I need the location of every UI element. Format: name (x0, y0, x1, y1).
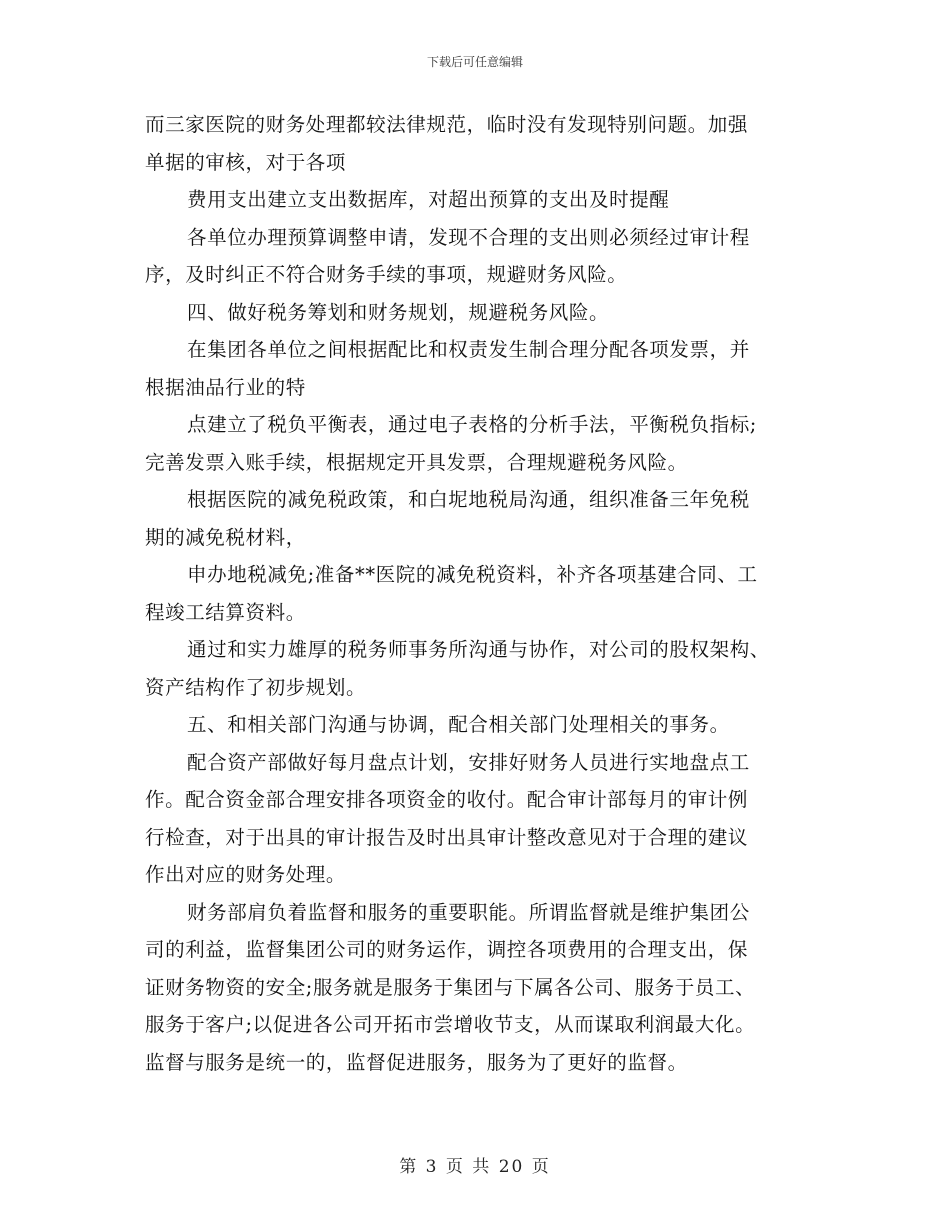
page-footer: 第 3 页 共 20 页 (399, 1157, 551, 1177)
text-line: 申办地税减免;准备**医院的减免税资料，补齐各项基建合同、工 (187, 563, 758, 586)
text-line: 司的利益，监督集团公司的财务运作，调控各项费用的合理支出，保 (145, 938, 749, 961)
text-line: 监督与服务是统一的，监督促进服务，服务为了更好的监督。 (145, 1050, 688, 1074)
text-line: 作。配合资金部合理安排各项资金的收付。配合审计部每月的审计例 (145, 788, 749, 811)
text-line: 财务部肩负着监督和服务的重要职能。所谓监督就是维护集团公 (187, 900, 750, 924)
text-line: 单据的审核，对于各项 (145, 150, 347, 174)
text-line: 根据油品行业的特 (145, 375, 306, 399)
text-line: 配合资产部做好每月盘点计划，安排好财务人员进行实地盘点工 (187, 750, 750, 774)
text-line: 通过和实力雄厚的税务师事务所沟通与协作，对公司的股权架构、 (187, 638, 770, 661)
text-line: 完善发票入账手续，根据规定开具发票，合理规避税务风险。 (145, 450, 688, 474)
text-line: 各单位办理预算调整申请，发现不合理的支出则必须经过审计程 (187, 225, 750, 249)
text-line: 序，及时纠正不符合财务手续的事项，规避财务风险。 (145, 263, 628, 286)
text-line: 服务于客户;以促进各公司开拓市尝增收节支，从而谋取利润最大化。 (145, 1013, 756, 1036)
text-line: 程竣工结算资料。 (145, 600, 306, 624)
body-text (145, 106, 815, 1081)
section-heading: 五、和相关部门沟通与协调，配合相关部门处理相关的事务。 (187, 713, 730, 736)
text-line: 点建立了税负平衡表，通过电子表格的分析手法，平衡税负指标; (187, 413, 757, 436)
text-line: 证财务物资的安全;服务就是服务于集团与下属各公司、服务于员工、 (145, 975, 756, 999)
text-line: 作出对应的财务处理。 (145, 863, 347, 886)
text-line: 在集团各单位之间根据配比和权责发生制合理分配各项发票，并 (187, 338, 750, 361)
section-heading: 四、做好税务筹划和财务规划，规避税务风险。 (187, 300, 610, 324)
text-line: 根据医院的减免税政策，和白坭地税局沟通，组织准备三年免税 (187, 488, 750, 511)
page-header: 下载后可任意编辑 (426, 55, 523, 69)
text-line: 费用支出建立支出数据库，对超出预算的支出及时提醒 (187, 188, 670, 211)
text-line: 行检查，对于出具的审计报告及时出具审计整改意见对于合理的建议 (145, 825, 749, 849)
text-line: 期的减免税材料， (145, 525, 306, 549)
text-line: 而三家医院的财务处理都较法律规范，临时没有发现特别问题。加强 (145, 113, 749, 136)
text-line: 资产结构作了初步规划。 (145, 675, 367, 699)
